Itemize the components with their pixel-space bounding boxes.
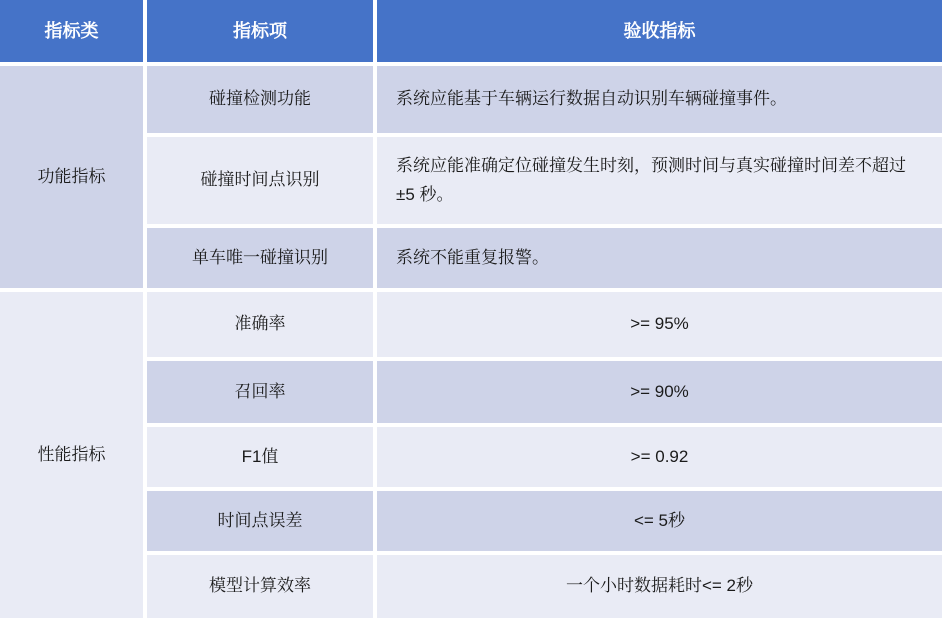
column-header-acceptance-indicator: 验收指标 xyxy=(377,0,942,62)
item-cell-unique-collision: 单车唯一碰撞识别 xyxy=(147,228,373,288)
column-header-indicator-item: 指标项 xyxy=(147,0,373,62)
category-cell-performance: 性能指标 xyxy=(0,292,143,618)
criteria-cell-f1-score: >= 0.92 xyxy=(377,427,942,487)
item-cell-model-compute-efficiency: 模型计算效率 xyxy=(147,555,373,618)
criteria-cell-collision-detection: 系统应能基于车辆运行数据自动识别车辆碰撞事件。 xyxy=(377,66,942,133)
item-cell-recall: 召回率 xyxy=(147,361,373,423)
item-cell-time-point-error: 时间点误差 xyxy=(147,491,373,551)
criteria-cell-unique-collision: 系统不能重复报警。 xyxy=(377,228,942,288)
item-cell-collision-detection: 碰撞检测功能 xyxy=(147,66,373,133)
category-cell-functional: 功能指标 xyxy=(0,66,143,288)
item-cell-f1-score: F1值 xyxy=(147,427,373,487)
criteria-cell-collision-time-point: 系统应能准确定位碰撞发生时刻，预测时间与真实碰撞时间差不超过 ±5 秒。 xyxy=(377,137,942,224)
criteria-cell-recall: >= 90% xyxy=(377,361,942,423)
column-header-indicator-class: 指标类 xyxy=(0,0,143,62)
criteria-cell-time-point-error: <= 5秒 xyxy=(377,491,942,551)
item-cell-accuracy: 准确率 xyxy=(147,292,373,357)
criteria-cell-accuracy: >= 95% xyxy=(377,292,942,357)
item-cell-collision-time-point: 碰撞时间点识别 xyxy=(147,137,373,224)
criteria-cell-model-compute-efficiency: 一个小时数据耗时<= 2秒 xyxy=(377,555,942,618)
